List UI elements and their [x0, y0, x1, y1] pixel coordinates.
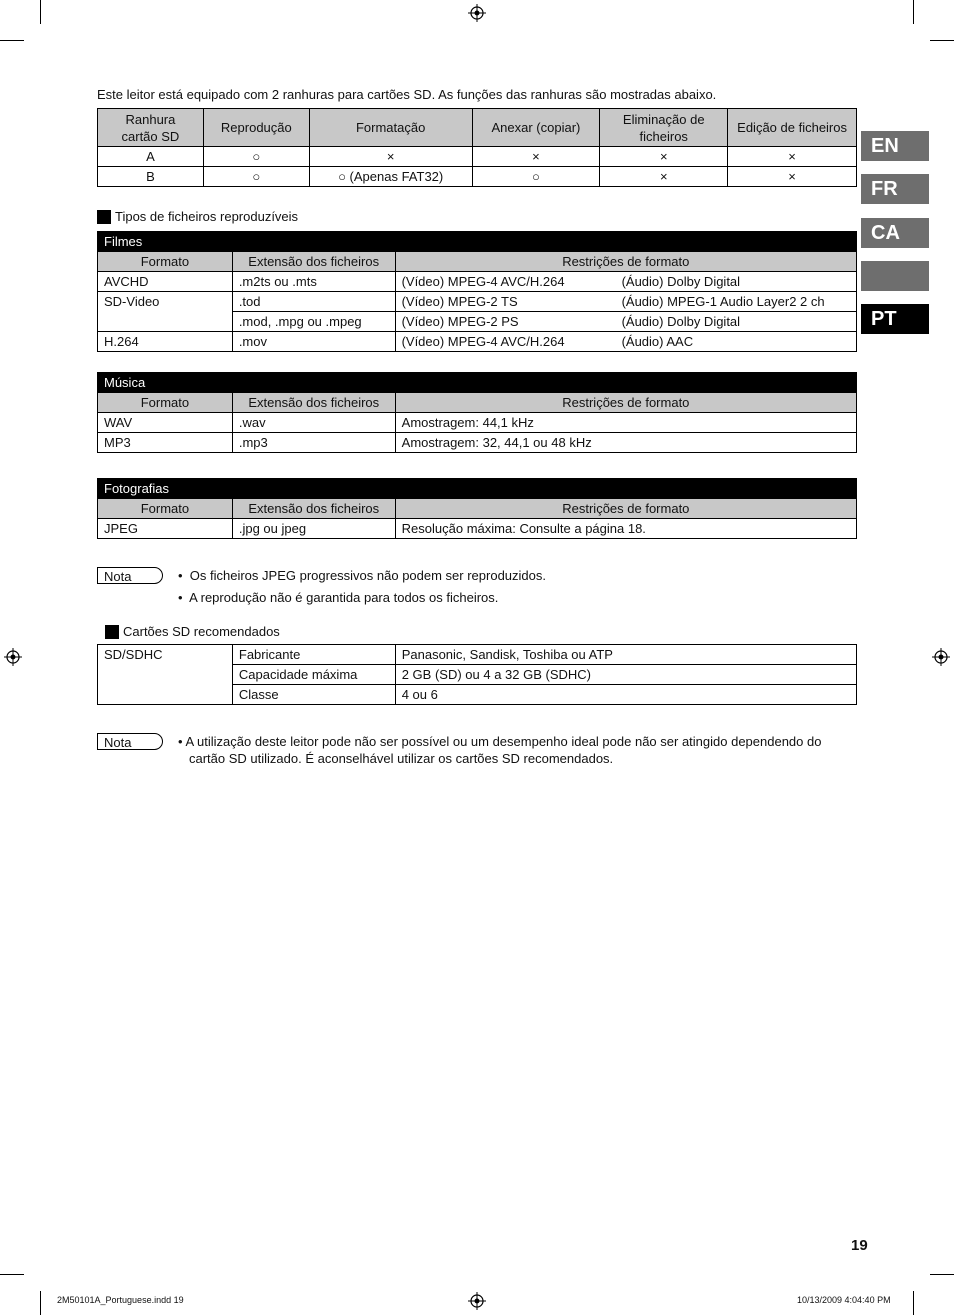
crop-mark	[913, 0, 914, 24]
footer-filename: 2M50101A_Portuguese.indd 19	[57, 1295, 184, 1305]
intro-text: Este leitor está equipado com 2 ranhuras para cartões SD. As funções das ranhuras são mostradas abaixo.	[97, 87, 717, 102]
sd-cards-table	[97, 644, 857, 705]
table-header: Eliminação de ficheiros	[600, 109, 728, 147]
table-header: Anexar (copiar)	[472, 109, 600, 147]
table-header: Edição de ficheiros	[728, 109, 857, 147]
table-cell: A	[98, 147, 204, 167]
table-header: Formato	[98, 252, 233, 272]
section-heading: Tipos de ficheiros reproduzíveis	[97, 209, 298, 224]
table-row: .mod, .mpg ou .mpeg (Vídeo) MPEG-2 PS (Áudio) Dolby Digital	[98, 312, 857, 332]
table-cell: ×	[472, 147, 600, 167]
crop-mark	[0, 40, 24, 41]
note-bullet: • Os ficheiros JPEG progressivos não podem ser reproduzidos.	[178, 568, 546, 583]
table-header: Extensão dos ficheiros	[232, 252, 395, 272]
crop-mark	[0, 1274, 24, 1275]
table-row	[98, 147, 857, 167]
table-row: SD/SDHC Fabricante Panasonic, Sandisk, Toshiba ou ATP	[98, 645, 857, 665]
crop-mark	[913, 1291, 914, 1315]
table-header: Restrições de formato	[395, 499, 856, 519]
table-row: AVCHD .m2ts ou .mts (Vídeo) MPEG-4 AVC/H.264 (Áudio) Dolby Digital	[98, 272, 857, 292]
table-caption: Fotografias	[98, 479, 857, 499]
page-number: 19	[851, 1237, 868, 1254]
section-heading: Cartões SD recomendados	[105, 624, 280, 639]
square-bullet-icon	[97, 210, 111, 224]
crop-mark	[40, 1291, 41, 1315]
music-table	[97, 372, 857, 453]
table-row: SD-Video .tod (Vídeo) MPEG-2 TS (Áudio) MPEG-1 Audio Layer2 2 ch	[98, 292, 857, 312]
footer-timestamp: 10/13/2009 4:04:40 PM	[797, 1295, 891, 1305]
table-header: Extensão dos ficheiros	[232, 499, 395, 519]
table-cell: ×	[309, 147, 472, 167]
language-tab-fr[interactable]: FR	[861, 174, 929, 204]
square-bullet-icon	[105, 625, 119, 639]
note-bullet: • A utilização deste leitor pode não ser possível ou um desempenho ideal pode não ser atingido dependendo do	[178, 734, 822, 749]
language-tab-en[interactable]: EN	[861, 131, 929, 161]
language-tab-ca[interactable]: CA	[861, 218, 929, 248]
table-header: Formato	[98, 393, 233, 413]
note-bullet: • A reprodução não é garantida para todos os ficheiros.	[178, 590, 499, 605]
table-cell: ○ (Apenas FAT32)	[309, 167, 472, 187]
table-cell: ×	[728, 147, 857, 167]
table-cell: ×	[600, 147, 728, 167]
table-caption: Música	[98, 373, 857, 393]
table-cell: ×	[600, 167, 728, 187]
crop-mark	[930, 40, 954, 41]
table-header: Ranhura cartão SD	[98, 109, 204, 147]
crop-mark	[930, 1274, 954, 1275]
registration-mark-icon	[932, 648, 950, 666]
table-cell: B	[98, 167, 204, 187]
table-cell: ○	[203, 147, 309, 167]
table-caption: Filmes	[98, 232, 857, 252]
table-row	[98, 167, 857, 187]
table-row: H.264 .mov (Vídeo) MPEG-4 AVC/H.264 (Áudio) AAC	[98, 332, 857, 352]
language-tab-pt[interactable]: PT	[861, 304, 929, 334]
table-row: Classe 4 ou 6	[98, 685, 857, 705]
table-cell: ○	[203, 167, 309, 187]
registration-mark-icon	[468, 1292, 486, 1310]
table-header: Formatação	[309, 109, 472, 147]
table-header: Restrições de formato	[395, 393, 856, 413]
table-row: WAV .wav Amostragem: 44,1 kHz	[98, 413, 857, 433]
table-row: MP3 .mp3 Amostragem: 32, 44,1 ou 48 kHz	[98, 433, 857, 453]
note-bullet-continuation: cartão SD utilizado. É aconselhável utilizar os cartões SD recomendados.	[189, 751, 614, 766]
table-cell: ○	[472, 167, 600, 187]
note-label: Nota	[97, 567, 163, 584]
language-tab-blank[interactable]	[861, 261, 929, 291]
photos-table	[97, 478, 857, 539]
registration-mark-icon	[4, 648, 22, 666]
note-label: Nota	[97, 733, 163, 750]
movies-table	[97, 231, 857, 352]
crop-mark	[40, 0, 41, 24]
table-header: Reprodução	[203, 109, 309, 147]
table-header: Extensão dos ficheiros	[232, 393, 395, 413]
table-row: JPEG .jpg ou jpeg Resolução máxima: Consulte a página 18.	[98, 519, 857, 539]
table-cell: ×	[728, 167, 857, 187]
slot-functions-table	[97, 108, 857, 187]
table-header: Restrições de formato	[395, 252, 856, 272]
registration-mark-icon	[468, 4, 486, 22]
table-header: Formato	[98, 499, 233, 519]
table-row: Capacidade máxima 2 GB (SD) ou 4 a 32 GB (SDHC)	[98, 665, 857, 685]
